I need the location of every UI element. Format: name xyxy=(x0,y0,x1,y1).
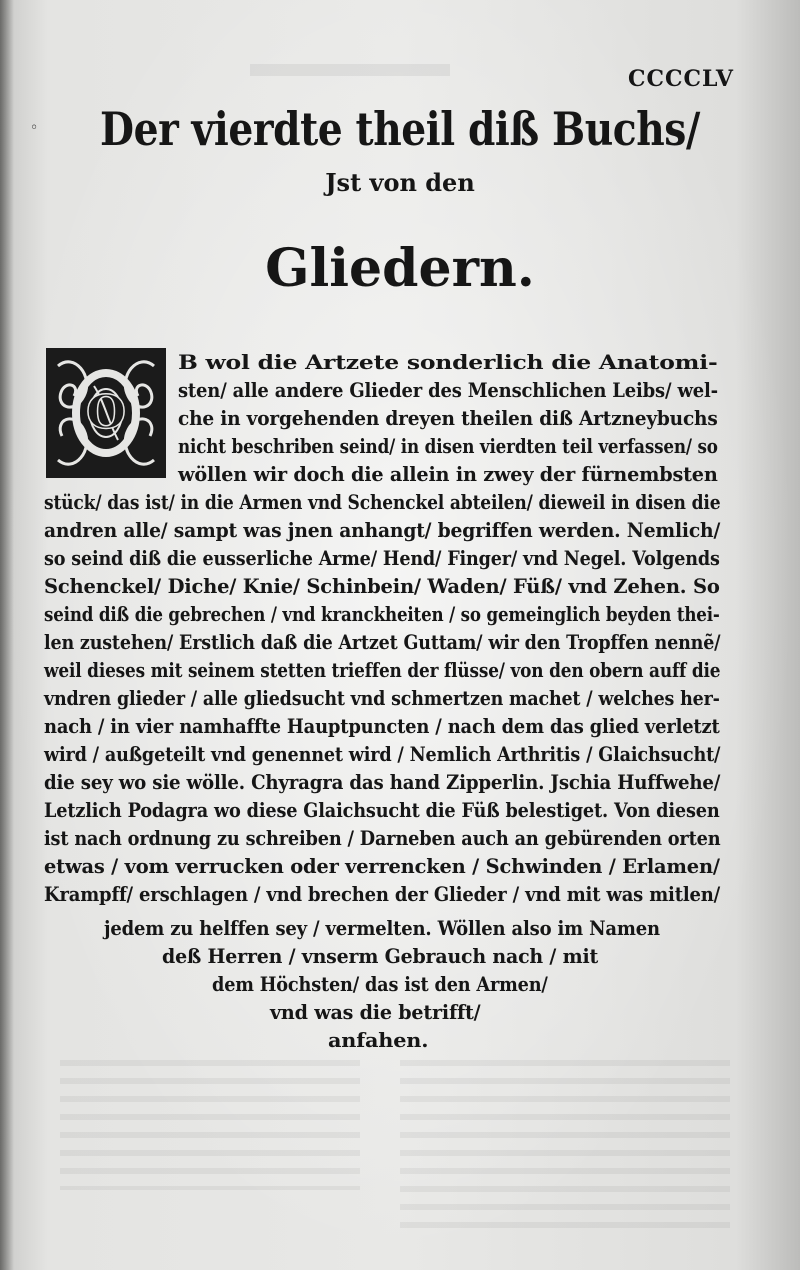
body-line: nach / in vier namhaffte Hauptpuncten / nach dem das glied verletzt xyxy=(44,714,720,738)
body-line: so seind diß die eusserliche Arme/ Hend/ Finger/ vnd Negel. Volgends xyxy=(44,546,720,570)
body-line: wöllen wir doch die allein in zwey der fürnembsten xyxy=(178,462,718,486)
body-line: wird / außgeteilt vnd genennet wird / Nemlich Arthritis / Glaichsucht/ xyxy=(44,742,721,766)
heading-line-1: Der vierdte theil diß Buchs/ xyxy=(100,102,700,156)
body-line: Krampff/ erschlagen / vnd brechen der Glieder / vnd mit was mitlen/ xyxy=(44,882,721,906)
body-line: andren alle/ sampt was jnen anhangt/ begriffen werden. Nemlich/ xyxy=(44,518,721,542)
initial-letter: O xyxy=(85,385,127,439)
bleed-through xyxy=(60,1060,360,1190)
body-line: seind diß die gebrechen / vnd kranckheiten / so gemeinglich beyden thei- xyxy=(44,602,720,626)
body-line: vndren glieder / alle gliedsucht vnd schmertzen machet / welches her- xyxy=(44,686,720,710)
ornamental-initial xyxy=(44,346,168,480)
body-line: nicht beschriben seind/ in disen vierdten teil verfassen/ so xyxy=(178,434,718,458)
body-line: jedem zu helffen sey / vermelten. Wöllen also im Namen xyxy=(104,916,660,940)
body-line: vnd was die betrifft/ xyxy=(270,1000,481,1024)
heading-line-3: Gliedern. xyxy=(265,238,535,299)
body-line: B wol die Artzete sonderlich die Anatomi- xyxy=(178,350,718,374)
folio-number: CCCCLV xyxy=(628,66,734,92)
body-line: deß Herren / vnserm Gebrauch nach / mit xyxy=(162,944,599,968)
body-line: che in vorgehenden dreyen theilen diß Artzneybuchs xyxy=(178,406,718,430)
bleed-through xyxy=(400,1060,730,1230)
page-edge-shadow xyxy=(0,0,14,1270)
body-line: stück/ das ist/ in die Armen vnd Schenckel abteilen/ dieweil in disen die xyxy=(44,490,721,514)
body-line: sten/ alle andere Glieder des Menschlichen Leibs/ wel- xyxy=(178,378,718,402)
body-line: die sey wo sie wölle. Chyragra das hand Zipperlin. Jschia Huffwehe/ xyxy=(44,770,721,794)
body-line: ist nach ordnung zu schreiben / Darneben auch an gebürenden orten xyxy=(44,826,721,850)
body-line: etwas / vom verrucken oder verrencken / Schwinden / Erlamen/ xyxy=(44,854,720,878)
body-line: weil dieses mit seinem stetten trieffen der flüsse/ von den obern auff die xyxy=(44,658,721,682)
heading-line-2: Jst von den xyxy=(325,168,475,197)
margin-mark: ◦ xyxy=(30,120,39,136)
body-line: anfahen. xyxy=(328,1028,429,1052)
bleed-through xyxy=(250,64,450,76)
body-line: len zustehen/ Erstlich daß die Artzet Guttam/ wir den Tropffen nennẽ/ xyxy=(44,630,721,654)
body-line: Letzlich Podagra wo diese Glaichsucht die Füß belestiget. Von diesen xyxy=(44,798,720,822)
body-line: Schenckel/ Diche/ Knie/ Schinbein/ Waden/ Füß/ vnd Zehen. So xyxy=(44,574,720,598)
body-line: dem Höchsten/ das ist den Armen/ xyxy=(212,972,548,996)
